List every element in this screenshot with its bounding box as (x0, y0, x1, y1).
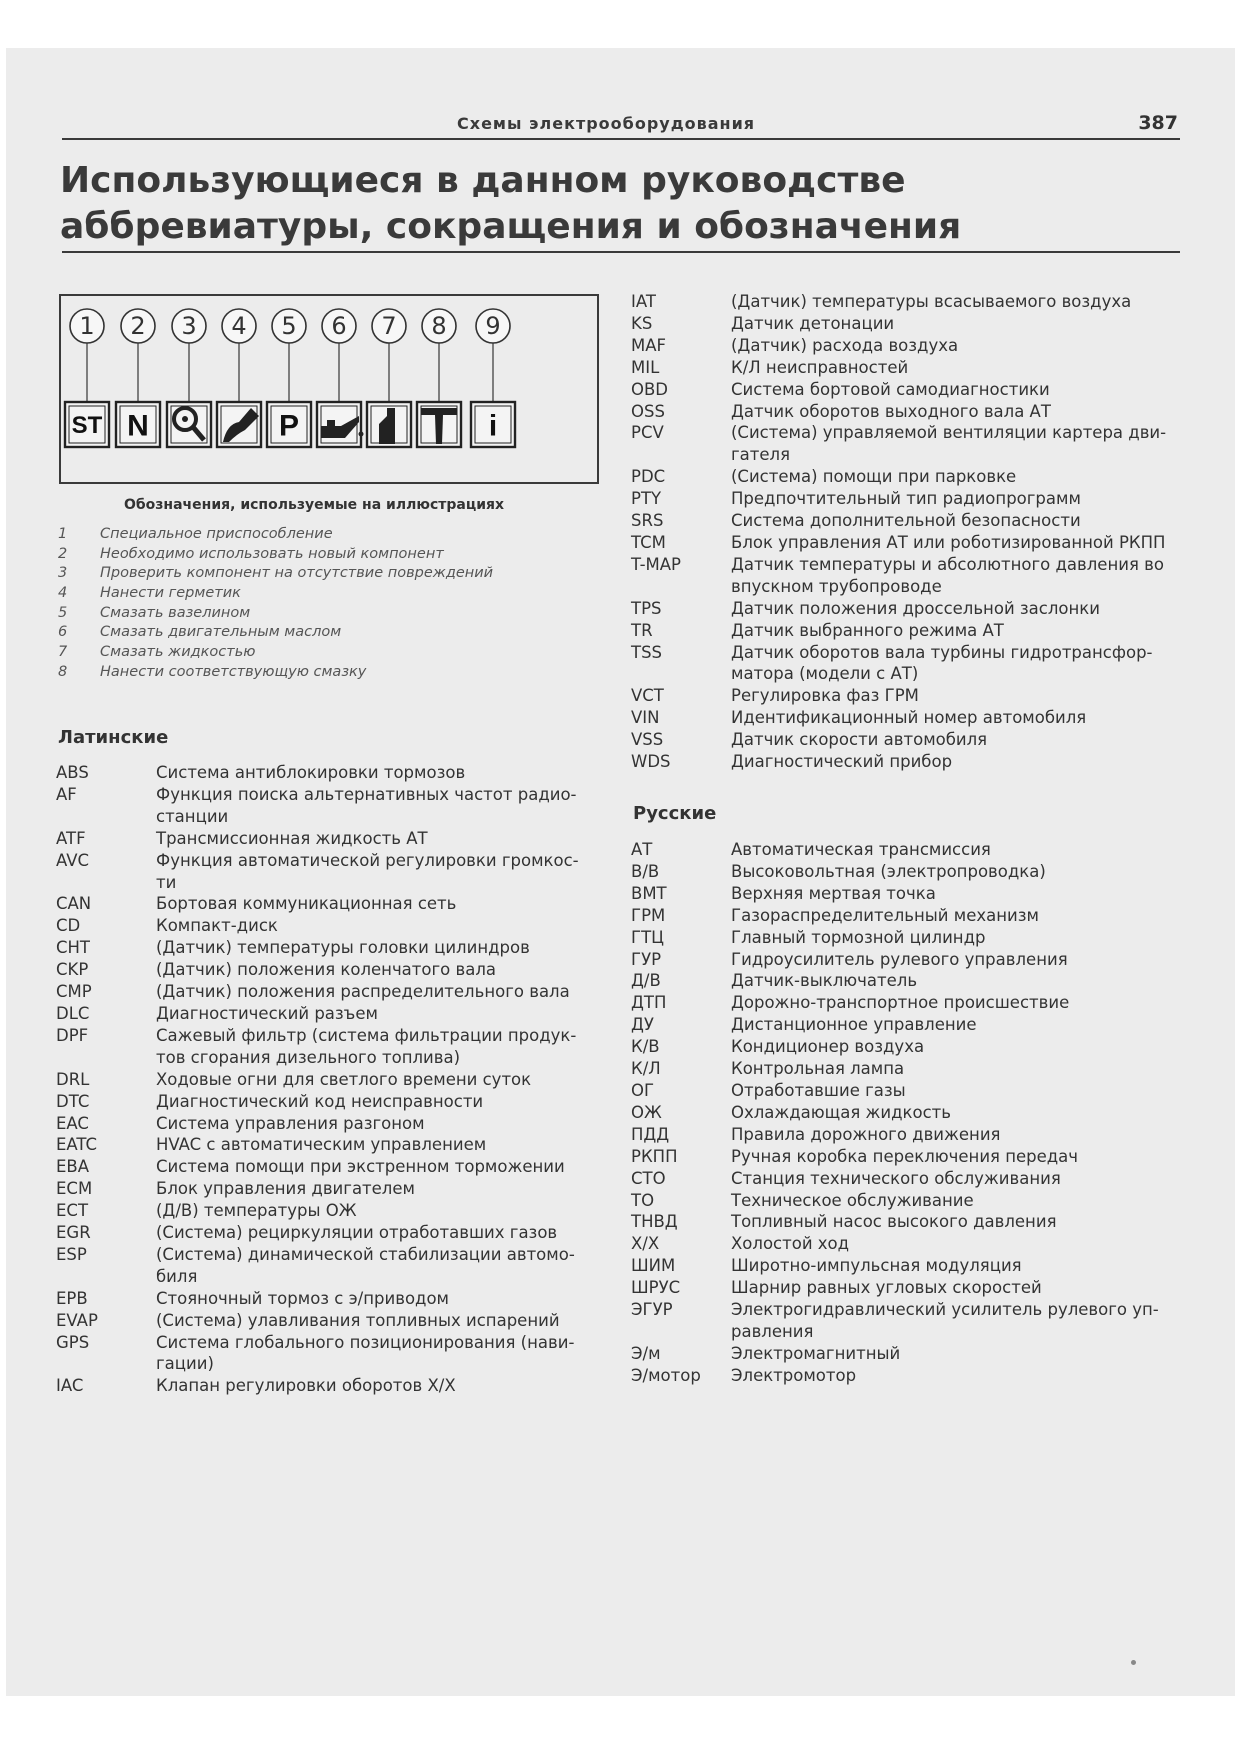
sealant-icon (217, 402, 261, 447)
abbreviation-code: MIL (631, 357, 660, 377)
abbreviation-code: CD (56, 916, 81, 936)
abbreviation-row (56, 1310, 604, 1332)
abbreviation-row (631, 642, 1186, 686)
legend-item (58, 644, 578, 664)
abbreviation-definition: Бортовая коммуникационная сеть (156, 894, 457, 914)
abbreviation-row (631, 1036, 1186, 1058)
abbreviation-definition: (Система) помощи при парковке (731, 467, 1017, 487)
abbreviation-definition: Дорожно-транспортное происшествие (731, 993, 1070, 1013)
abbreviation-code: IAT (631, 292, 656, 311)
abbreviation-code: OBD (631, 379, 669, 399)
legend-callout-number: 7 (381, 312, 397, 340)
abbreviation-code: ШИМ (631, 1256, 676, 1276)
abbreviation-row (631, 598, 1186, 620)
abbreviation-code: CHT (56, 938, 91, 958)
abbreviation-code: Д/В (631, 971, 661, 991)
abbreviation-row (631, 1299, 1186, 1343)
abbreviation-code: DRL (56, 1069, 90, 1089)
abbreviation-definition: Система помощи при экстренном торможении (156, 1157, 565, 1177)
legend-callout-number: 4 (231, 312, 247, 340)
legend-item (58, 605, 578, 625)
abbreviation-row (56, 1375, 604, 1397)
abbreviation-code: VSS (631, 730, 664, 750)
abbreviation-row (631, 861, 1186, 883)
abbreviation-row (631, 1190, 1186, 1212)
abbreviation-code: ESP (56, 1244, 87, 1264)
abbreviation-definition: Система управления разгоном (156, 1113, 425, 1133)
abbreviation-definition: Газораспределительный механизм (731, 905, 1039, 925)
abbreviation-code: WDS (631, 752, 671, 772)
abbreviation-code: ТНВД (631, 1212, 678, 1232)
abbreviation-row (631, 466, 1186, 488)
abbreviation-definition: Система антиблокировки тормозов (156, 763, 466, 782)
abbreviation-definition: Станция технического обслуживания (731, 1168, 1061, 1188)
abbreviation-row (56, 1178, 604, 1200)
legend-callout-4 (217, 309, 261, 447)
abbreviation-code: TPS (631, 598, 662, 618)
abbreviation-definition: (Датчик) температуры головки цилиндров (156, 938, 530, 958)
abbreviation-row (56, 850, 604, 894)
legend-callout-6 (317, 309, 364, 447)
legend-svg (61, 296, 597, 482)
legend-item-number: 2 (58, 545, 68, 562)
abbreviation-definition: Блок управления двигателем (156, 1179, 415, 1199)
abbreviation-code: EPB (56, 1288, 88, 1308)
legend-item-text: Смазать жидкостью (100, 644, 256, 661)
abbreviation-definition: Клапан регулировки оборотов Х/Х (156, 1376, 456, 1396)
legend-item (58, 624, 578, 644)
abbreviation-row (631, 839, 1186, 861)
legend-item-number: 7 (58, 644, 68, 661)
abbreviation-code: VIN (631, 708, 660, 728)
abbreviation-row (631, 1277, 1186, 1299)
abbreviation-definition: Датчик выбранного режима АТ (731, 620, 1004, 640)
abbreviation-code: Э/м (631, 1343, 661, 1363)
abbreviation-code: PDC (631, 467, 666, 487)
abbreviation-code: AF (56, 784, 77, 804)
abbreviation-row (631, 1211, 1186, 1233)
legend-callout-number: 9 (485, 312, 501, 340)
abbreviation-definition: Функция автоматической регулировки громкос- ти (156, 850, 579, 892)
abbreviation-row (631, 554, 1186, 598)
abbreviation-row (56, 1134, 604, 1156)
abbreviation-definition: (Система) улавливания топливных испарений (156, 1310, 560, 1330)
abbreviation-code: TR (631, 620, 653, 640)
abbreviation-row (631, 949, 1186, 971)
abbreviation-code: SRS (631, 511, 664, 531)
abbreviation-definition: Система бортовой самодиагностики (731, 379, 1050, 399)
abbreviation-code: DPF (56, 1025, 89, 1045)
abbreviation-code: VCT (631, 686, 664, 706)
abbreviation-code: AVC (56, 850, 90, 870)
abbreviation-row (631, 1255, 1186, 1277)
abbreviation-code: TSS (631, 642, 663, 662)
abbreviation-row (631, 335, 1186, 357)
abbreviation-code: В/В (631, 861, 660, 881)
abbreviation-code: ГТЦ (631, 927, 664, 947)
abbreviation-code: ЭГУР (631, 1300, 673, 1320)
abbreviation-code: OSS (631, 401, 665, 421)
abbreviation-row (56, 959, 604, 981)
abbreviation-definition: Сажевый фильтр (система фильтрации продук- тов сгорания дизельного топлива) (156, 1025, 577, 1067)
inspect-magnifier-icon (167, 402, 211, 447)
abbreviation-definition: Электромагнитный (731, 1343, 901, 1363)
abbreviation-code: ECM (56, 1179, 93, 1199)
abbreviation-row (631, 883, 1186, 905)
abbreviation-row (56, 1288, 604, 1310)
abbreviation-code: АТ (631, 840, 653, 859)
abbreviation-definition: Кондиционер воздуха (731, 1037, 925, 1057)
title-divider (62, 251, 1180, 253)
abbreviation-definition: Ходовые огни для светлого времени суток (156, 1069, 532, 1089)
abbreviation-definition: Система глобального позиционирования (нави- гации) (156, 1332, 575, 1374)
abbreviation-definition: (Система) управляемой вентиляции картера дви- гателя (731, 423, 1167, 465)
abbreviation-row (631, 970, 1186, 992)
abbreviation-definition: К/Л неисправностей (731, 357, 909, 377)
abbreviation-row (631, 401, 1186, 423)
legend-callout-1 (65, 309, 109, 447)
abbreviation-definition: Система дополнительной безопасности (731, 511, 1081, 531)
abbreviation-code: ПДД (631, 1124, 670, 1144)
abbreviation-row (56, 1222, 604, 1244)
abbreviation-definition: Широтно-импульсная модуляция (731, 1256, 1022, 1276)
abbreviation-definition: Техническое обслуживание (731, 1190, 974, 1210)
abbreviation-code: К/Л (631, 1059, 661, 1079)
abbreviation-definition: Датчик скорости автомобиля (731, 730, 988, 750)
abbreviation-code: EGR (56, 1223, 91, 1243)
abbreviation-row (631, 1365, 1186, 1387)
page-title-line-2: аббревиатуры, сокращения и обозначения (60, 206, 962, 247)
abbreviation-definition: Высоковольтная (электропроводка) (731, 861, 1046, 881)
abbreviation-definition: (Датчик) положения распределительного вала (156, 982, 570, 1002)
page-number: 387 (1138, 112, 1178, 134)
abbreviation-definition: Электрогидравлический усилитель рулевого уп- равления (731, 1300, 1159, 1341)
abbreviation-code: РКПП (631, 1146, 678, 1166)
abbreviation-row (631, 1102, 1186, 1124)
abbreviation-definition: Датчик детонации (731, 313, 895, 333)
legend-item-number: 8 (58, 663, 68, 680)
abbreviation-code: PTY (631, 489, 662, 509)
legend-item (58, 664, 578, 684)
abbreviation-row (56, 762, 604, 784)
abbreviation-row (56, 981, 604, 1003)
abbreviation-row (631, 1233, 1186, 1255)
russian-abbreviation-list (631, 839, 1186, 1387)
abbreviation-definition: Диагностический разъем (156, 1003, 378, 1023)
abbreviation-code: ГУР (631, 949, 662, 969)
abbreviation-code: ДТП (631, 993, 667, 1013)
abbreviation-row (56, 915, 604, 937)
abbreviation-code: IAC (56, 1376, 84, 1396)
abbreviation-row (631, 488, 1186, 510)
abbreviation-row (631, 927, 1186, 949)
abbreviation-definition: (Датчик) температуры всасываемого воздуха (731, 292, 1132, 311)
legend-callout-3 (167, 309, 211, 447)
abbreviation-code: GPS (56, 1332, 90, 1352)
abbreviation-definition: Электромотор (731, 1365, 857, 1385)
abbreviation-definition: (Система) динамической стабилизации автомо- биля (156, 1244, 575, 1286)
page-title (60, 158, 1180, 250)
abbreviation-code: ТО (631, 1190, 655, 1210)
abbreviation-code: ATF (56, 828, 86, 848)
legend-list (58, 526, 578, 684)
abbreviation-code: СТО (631, 1168, 666, 1188)
legend-item-number: 5 (58, 604, 68, 621)
abbreviation-definition: Трансмиссионная жидкость АТ (156, 828, 428, 848)
abbreviation-definition: Контрольная лампа (731, 1059, 905, 1079)
latin-heading: Латинские (58, 727, 169, 748)
abbreviation-definition: Шарнир равных угловых скоростей (731, 1278, 1042, 1298)
special-tool-icon (65, 402, 109, 447)
svg-text:N: N (127, 409, 149, 443)
abbreviation-definition: Датчик оборотов вала турбины гидротрансфор- матора (модели с АТ) (731, 642, 1153, 684)
abbreviation-row (631, 357, 1186, 379)
abbreviation-row (56, 1091, 604, 1113)
abbreviation-row (631, 1343, 1186, 1365)
legend-callout-2 (116, 309, 160, 447)
abbreviation-row (631, 379, 1186, 401)
abbreviation-definition: Правила дорожного движения (731, 1124, 1001, 1144)
abbreviation-row (56, 828, 604, 850)
legend-item (58, 526, 578, 546)
abbreviation-code: ОЖ (631, 1102, 662, 1122)
abbreviation-code: К/В (631, 1037, 660, 1057)
legend-item-number: 4 (58, 585, 68, 602)
abbreviation-row (56, 1200, 604, 1222)
page-title-line-1: Использующиеся в данном руководстве (60, 160, 906, 201)
svg-text:i: i (488, 409, 498, 443)
abbreviation-code: PCV (631, 423, 664, 443)
running-title: Схемы электрооборудования (457, 114, 756, 133)
abbreviation-row (631, 1168, 1186, 1190)
abbreviation-row (631, 510, 1186, 532)
abbreviation-definition: (Система) рециркуляции отработавших газов (156, 1223, 558, 1243)
legend-callout-5 (267, 309, 311, 447)
abbreviation-code: ECT (56, 1201, 89, 1221)
abbreviation-definition: Топливный насос высокого давления (731, 1212, 1057, 1232)
running-header (62, 112, 1180, 140)
russian-heading: Русские (633, 803, 717, 824)
legend-item (58, 546, 578, 566)
abbreviation-code: ШРУС (631, 1278, 681, 1298)
abbreviation-definition: Функция поиска альтернативных частот радио- станции (156, 784, 577, 826)
abbreviation-definition: Предпочтительный тип радиопрограмм (731, 489, 1081, 509)
grease-gun-icon (417, 402, 461, 447)
new-part-icon (116, 402, 160, 447)
abbreviation-definition: Охлаждающая жидкость (731, 1102, 951, 1122)
abbreviation-definition: Верхняя мертвая точка (731, 883, 936, 903)
svg-text:ST: ST (71, 412, 103, 440)
abbreviation-code: DLC (56, 1003, 90, 1023)
abbreviation-definition: Блок управления АТ или роботизированной РКПП (731, 532, 1166, 552)
abbreviation-row (631, 1080, 1186, 1102)
abbreviation-definition: Диагностический прибор (731, 752, 953, 772)
legend-item (58, 585, 578, 605)
legend-item (58, 565, 578, 585)
legend-item-number: 1 (58, 526, 68, 542)
abbreviation-definition: Дистанционное управление (731, 1015, 977, 1035)
abbreviation-row (56, 1156, 604, 1178)
abbreviation-code: ВМТ (631, 883, 667, 903)
legend-callout-number: 3 (181, 312, 197, 340)
abbreviation-code: EATC (56, 1135, 98, 1155)
legend-callout-8 (417, 309, 461, 447)
abbreviation-row (631, 1014, 1186, 1036)
abbreviation-definition: Диагностический код неисправности (156, 1091, 484, 1111)
abbreviation-code: CMP (56, 982, 92, 1002)
abbreviation-definition: Датчик температуры и абсолютного давления во впускном трубопроводе (731, 554, 1164, 596)
legend-item-text: Смазать двигательным маслом (100, 624, 342, 641)
abbreviation-row (631, 707, 1186, 729)
abbreviation-row (631, 291, 1186, 313)
abbreviation-code: T-MAP (631, 554, 681, 574)
legend-callout-number: 1 (79, 312, 95, 340)
abbreviation-code: MAF (631, 335, 667, 355)
abbreviation-definition: Гидроусилитель рулевого управления (731, 949, 1068, 969)
abbreviation-code: ABS (56, 763, 89, 782)
abbreviation-row (631, 313, 1186, 335)
abbreviation-row (56, 893, 604, 915)
abbreviation-row (631, 905, 1186, 927)
abbreviation-definition: Компакт-диск (156, 916, 278, 936)
engine-oil-can-icon (317, 402, 364, 447)
legend-item-text: Специальное приспособление (100, 526, 333, 542)
abbreviation-row (631, 992, 1186, 1014)
abbreviation-definition: Стояночный тормоз с э/приводом (156, 1288, 449, 1308)
abbreviation-definition: Датчик оборотов выходного вала АТ (731, 401, 1051, 421)
vaseline-jar-icon (267, 402, 311, 447)
abbreviation-row (56, 1069, 604, 1091)
abbreviation-row (56, 784, 604, 828)
abbreviation-row (631, 1124, 1186, 1146)
legend-callout-number: 5 (281, 312, 297, 340)
abbreviation-definition: (Датчик) расхода воздуха (731, 335, 959, 355)
legend-figure (59, 294, 599, 484)
abbreviation-row (56, 1244, 604, 1288)
abbreviation-definition: Датчик положения дроссельной заслонки (731, 598, 1100, 618)
abbreviation-definition: Главный тормозной цилиндр (731, 927, 986, 947)
abbreviation-row (56, 1332, 604, 1376)
legend-item-text: Нанести герметик (100, 585, 241, 602)
abbreviation-row (631, 1058, 1186, 1080)
abbreviation-row (631, 685, 1186, 707)
svg-text:P: P (278, 409, 300, 443)
abbreviation-code: DTC (56, 1091, 90, 1111)
abbreviation-code: ОГ (631, 1080, 655, 1100)
abbreviation-definition: (Д/В) температуры ОЖ (156, 1201, 357, 1221)
latin-abbreviation-list-continued (631, 291, 1186, 773)
abbreviation-code: EAC (56, 1113, 89, 1133)
legend-caption: Обозначения, используемые на иллюстрациях (124, 497, 505, 513)
legend-item-number: 3 (58, 565, 68, 582)
abbreviation-row (631, 1146, 1186, 1168)
abbreviation-code: EBA (56, 1157, 90, 1177)
abbreviation-code: CAN (56, 894, 92, 914)
abbreviation-row (631, 620, 1186, 642)
abbreviation-definition: Отработавшие газы (731, 1080, 906, 1100)
abbreviation-code: Х/Х (631, 1234, 660, 1254)
abbreviation-row (56, 937, 604, 959)
abbreviation-definition: HVAC с автоматическим управлением (156, 1135, 487, 1155)
legend-item-number: 6 (58, 624, 68, 641)
abbreviation-row (631, 751, 1186, 773)
abbreviation-row (56, 1003, 604, 1025)
legend-callout-number: 8 (431, 312, 447, 340)
legend-item-text: Необходимо использовать новый компонент (100, 545, 444, 562)
abbreviation-row (56, 1025, 604, 1069)
abbreviation-row (56, 1113, 604, 1135)
fluid-bottle-icon (367, 402, 411, 447)
legend-callout-number: 2 (130, 312, 146, 340)
abbreviation-code: TCM (631, 532, 666, 552)
info-icon (471, 402, 515, 447)
legend-item-text: Смазать вазелином (100, 604, 251, 621)
abbreviation-row (631, 422, 1186, 466)
legend-callout-7 (367, 309, 411, 447)
abbreviation-definition: Автоматическая трансмиссия (731, 840, 991, 859)
abbreviation-code: Э/мотор (631, 1365, 701, 1385)
latin-abbreviation-list (56, 762, 604, 1397)
abbreviation-definition: Идентификационный номер автомобиля (731, 708, 1087, 728)
abbreviation-definition: (Датчик) положения коленчатого вала (156, 960, 497, 980)
abbreviation-code: ДУ (631, 1015, 654, 1035)
abbreviation-code: CKP (56, 960, 89, 980)
legend-item-text: Проверить компонент на отсутствие повреждений (100, 565, 494, 582)
abbreviation-definition: Холостой ход (731, 1234, 850, 1254)
abbreviation-definition: Ручная коробка переключения передач (731, 1146, 1079, 1166)
legend-callout-number: 6 (331, 312, 347, 340)
abbreviation-code: EVAP (56, 1310, 98, 1330)
abbreviation-code: ГРМ (631, 905, 666, 925)
legend-item-text: Нанести соответствующую смазку (100, 663, 367, 680)
legend-callout-9 (471, 309, 515, 447)
scan-speck (1131, 1660, 1136, 1665)
abbreviation-row (631, 532, 1186, 554)
abbreviation-definition: Регулировка фаз ГРМ (731, 686, 919, 706)
abbreviation-definition: Датчик-выключатель (731, 971, 918, 991)
abbreviation-row (631, 729, 1186, 751)
abbreviation-code: KS (631, 313, 653, 333)
